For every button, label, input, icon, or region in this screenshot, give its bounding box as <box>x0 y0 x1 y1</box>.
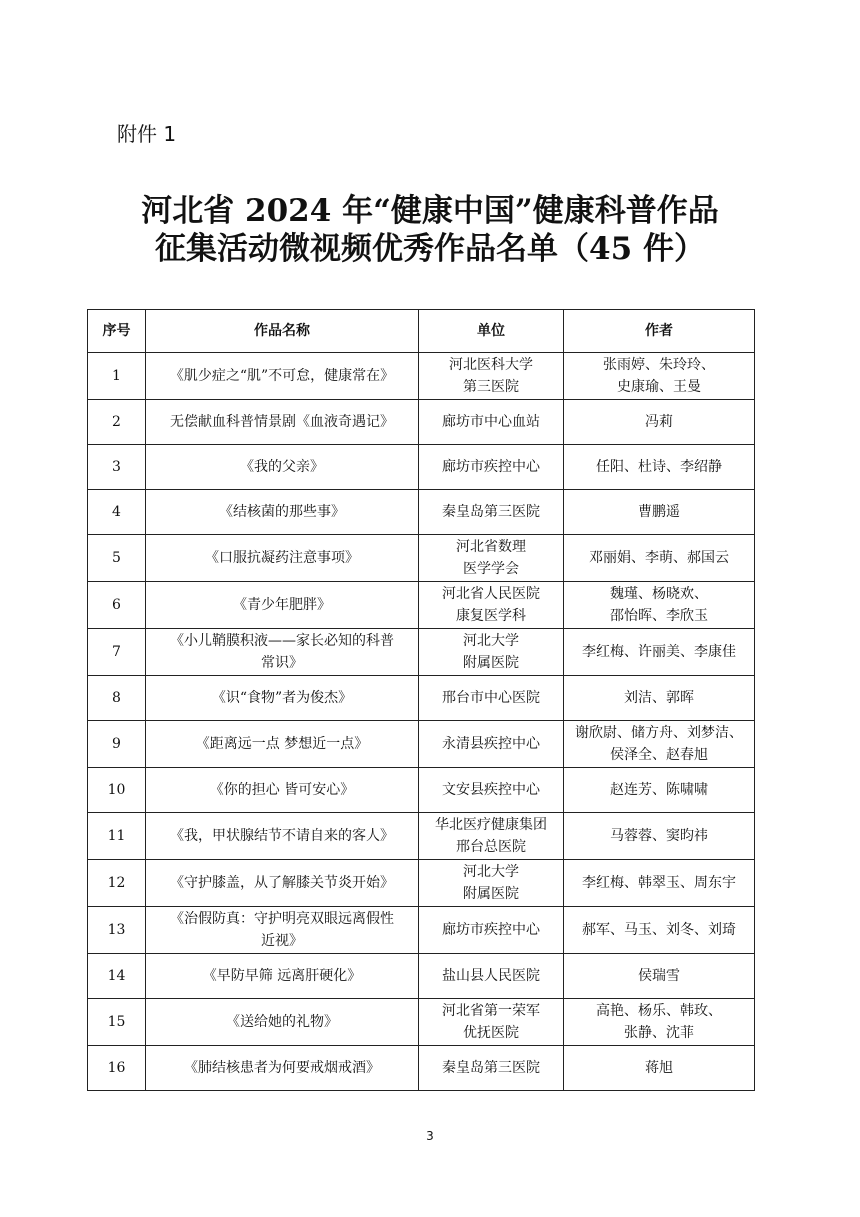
row-authors: 李红梅、许丽美、李康佳 <box>564 629 755 676</box>
row-unit: 廊坊市疾控中心 <box>419 445 564 490</box>
table-body <box>88 353 755 1091</box>
row-unit: 秦皇岛第三医院 <box>419 490 564 535</box>
table-row <box>88 768 755 813</box>
row-index: 11 <box>88 813 146 860</box>
row-index: 14 <box>88 954 146 999</box>
row-work-title: 《结核菌的那些事》 <box>146 490 419 535</box>
table-row <box>88 629 755 676</box>
table-row <box>88 813 755 860</box>
table-header-row <box>88 310 755 353</box>
row-authors: 任阳、杜诗、李绍静 <box>564 445 755 490</box>
row-authors: 侯瑞雪 <box>564 954 755 999</box>
row-authors: 高艳、杨乐、韩玫、 张静、沈菲 <box>564 999 755 1046</box>
row-work-title: 《送给她的礼物》 <box>146 999 419 1046</box>
row-authors: 赵连芳、陈啸啸 <box>564 768 755 813</box>
row-authors: 郝军、马玉、刘冬、刘琦 <box>564 907 755 954</box>
row-authors: 张雨婷、朱玲玲、 史康瑜、王曼 <box>564 353 755 400</box>
row-work-title: 《小儿鞘膜积液——家长必知的科普 常识》 <box>146 629 419 676</box>
row-index: 9 <box>88 721 146 768</box>
row-index: 3 <box>88 445 146 490</box>
row-unit: 廊坊市疾控中心 <box>419 907 564 954</box>
row-index: 6 <box>88 582 146 629</box>
row-unit: 河北大学 附属医院 <box>419 629 564 676</box>
table-row <box>88 535 755 582</box>
row-unit: 河北大学 附属医院 <box>419 860 564 907</box>
row-work-title: 无偿献血科普情景剧《血液奇遇记》 <box>146 400 419 445</box>
row-authors: 冯莉 <box>564 400 755 445</box>
row-index: 1 <box>88 353 146 400</box>
header-index: 序号 <box>88 310 146 353</box>
table-row <box>88 1046 755 1091</box>
attachment-label: 附件 1 <box>117 122 177 146</box>
table-row <box>88 400 755 445</box>
table-row <box>88 999 755 1046</box>
header-authors: 作者 <box>564 310 755 353</box>
row-unit: 华北医疗健康集团 邢台总医院 <box>419 813 564 860</box>
row-index: 7 <box>88 629 146 676</box>
row-work-title: 《你的担心 皆可安心》 <box>146 768 419 813</box>
row-index: 12 <box>88 860 146 907</box>
row-authors: 刘洁、郭晖 <box>564 676 755 721</box>
row-work-title: 《我的父亲》 <box>146 445 419 490</box>
row-unit: 廊坊市中心血站 <box>419 400 564 445</box>
row-unit: 秦皇岛第三医院 <box>419 1046 564 1091</box>
row-unit: 河北医科大学 第三医院 <box>419 353 564 400</box>
row-index: 10 <box>88 768 146 813</box>
document-title-line1: 河北省 2024 年“健康中国”健康科普作品 <box>141 193 719 229</box>
row-work-title: 《口服抗凝药注意事项》 <box>146 535 419 582</box>
row-unit: 邢台市中心医院 <box>419 676 564 721</box>
table-row <box>88 490 755 535</box>
row-work-title: 《距离远一点 梦想近一点》 <box>146 721 419 768</box>
header-work-title: 作品名称 <box>146 310 419 353</box>
table-row <box>88 353 755 400</box>
row-unit: 盐山县人民医院 <box>419 954 564 999</box>
row-authors: 谢欣尉、储方舟、刘梦洁、 侯泽全、赵春旭 <box>564 721 755 768</box>
page-number: 3 <box>426 1129 434 1143</box>
row-index: 5 <box>88 535 146 582</box>
row-unit: 文安县疾控中心 <box>419 768 564 813</box>
table-row <box>88 445 755 490</box>
row-unit: 永清县疾控中心 <box>419 721 564 768</box>
table-row <box>88 860 755 907</box>
row-unit: 河北省人民医院 康复医学科 <box>419 582 564 629</box>
row-index: 15 <box>88 999 146 1046</box>
row-index: 2 <box>88 400 146 445</box>
row-unit: 河北省第一荣军 优抚医院 <box>419 999 564 1046</box>
row-unit: 河北省数理 医学学会 <box>419 535 564 582</box>
row-index: 16 <box>88 1046 146 1091</box>
row-authors: 马蓉蓉、窦昀祎 <box>564 813 755 860</box>
table-row <box>88 676 755 721</box>
row-authors: 蒋旭 <box>564 1046 755 1091</box>
row-authors: 李红梅、韩翠玉、周东宇 <box>564 860 755 907</box>
row-index: 4 <box>88 490 146 535</box>
award-list-table <box>87 309 755 1091</box>
row-work-title: 《守护膝盖，从了解膝关节炎开始》 <box>146 860 419 907</box>
row-index: 13 <box>88 907 146 954</box>
table-row <box>88 907 755 954</box>
row-work-title: 《肺结核患者为何要戒烟戒酒》 <box>146 1046 419 1091</box>
document-title-line2: 征集活动微视频优秀作品名单（45 件） <box>155 231 705 267</box>
row-work-title: 《青少年肥胖》 <box>146 582 419 629</box>
table-row <box>88 582 755 629</box>
header-unit: 单位 <box>419 310 564 353</box>
table-row <box>88 954 755 999</box>
row-authors: 魏瑾、杨晓欢、 邵怡晖、李欣玉 <box>564 582 755 629</box>
row-authors: 邓丽娟、李萌、郝国云 <box>564 535 755 582</box>
table-row <box>88 721 755 768</box>
row-index: 8 <box>88 676 146 721</box>
row-work-title: 《肌少症之“肌”不可怠，健康常在》 <box>146 353 419 400</box>
row-work-title: 《早防早筛 远离肝硬化》 <box>146 954 419 999</box>
row-work-title: 《我，甲状腺结节不请自来的客人》 <box>146 813 419 860</box>
row-work-title: 《治假防真：守护明亮双眼远离假性 近视》 <box>146 907 419 954</box>
row-work-title: 《识“食物”者为俊杰》 <box>146 676 419 721</box>
row-authors: 曹鹏遥 <box>564 490 755 535</box>
